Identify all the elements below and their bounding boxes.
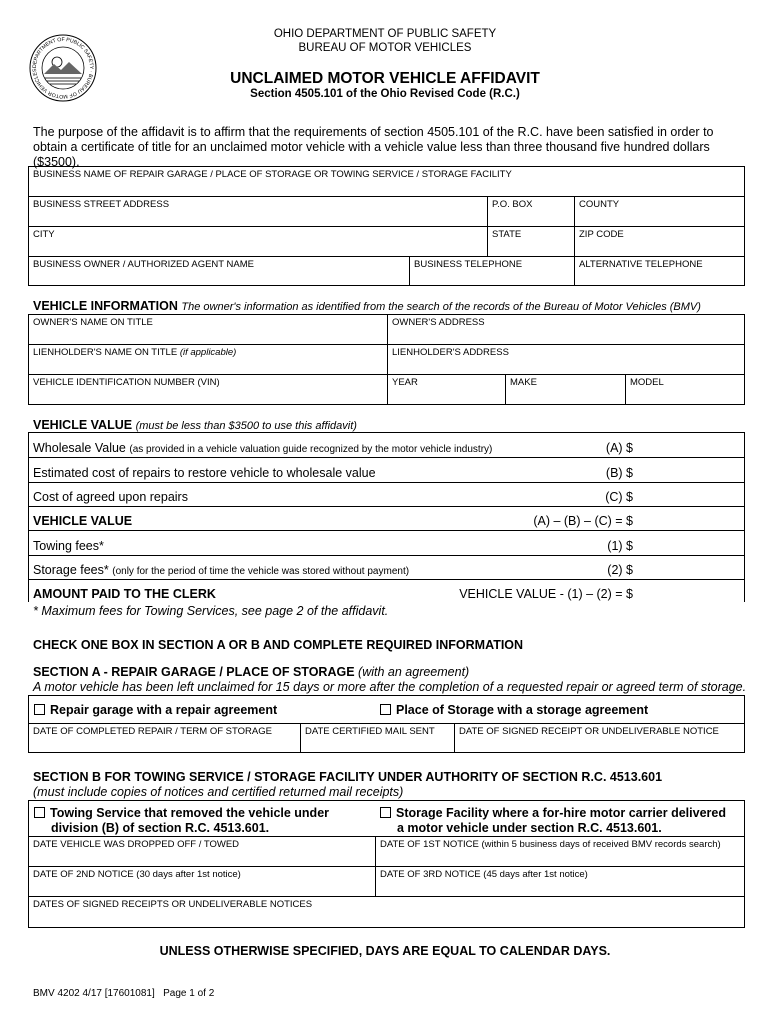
business-street-field[interactable]: BUSINESS STREET ADDRESS xyxy=(33,199,170,210)
state-field[interactable]: STATE xyxy=(487,227,574,256)
lienholder-address-field[interactable]: LIENHOLDER'S ADDRESS xyxy=(387,345,744,374)
city-field[interactable]: CITY xyxy=(33,229,55,240)
model-field[interactable]: MODEL xyxy=(625,375,744,405)
place-of-storage-checkbox[interactable] xyxy=(380,704,391,715)
po-box-field[interactable]: P.O. BOX xyxy=(487,197,574,226)
storage-fees-label: Storage fees* (only for the period of time the vehicle was stored without payment) xyxy=(33,563,410,577)
vehicle-value-heading: VEHICLE VALUE (must be less than $3500 to use this affidavit) xyxy=(33,418,357,432)
dropped-off-date-field[interactable]: DATE VEHICLE WAS DROPPED OFF / TOWED xyxy=(33,839,240,850)
wholesale-value-label: Wholesale Value (as provided in a vehicle valuation guide recognized by the motor vehicle industry) xyxy=(33,441,493,455)
signed-receipts-dates-field[interactable]: DATES OF SIGNED RECEIPTS OR UNDELIVERABLE NOTICES xyxy=(33,899,313,910)
form-subtitle: Section 4505.101 of the Ohio Revised Code (R.C.) xyxy=(250,88,520,100)
make-field[interactable]: MAKE xyxy=(505,375,625,405)
vehicle-value-label: VEHICLE VALUE xyxy=(33,514,133,528)
storage-facility-option[interactable]: Storage Facility where a for-hire motor carrier delivered a motor vehicle under section R.C. 4513.601. xyxy=(380,806,726,836)
storage-facility-checkbox[interactable] xyxy=(380,807,391,818)
towing-service-option[interactable]: Towing Service that removed the vehicle under division (B) of section R.C. 4513.601. xyxy=(34,806,329,836)
business-name-field[interactable]: BUSINESS NAME OF REPAIR GARAGE / PLACE OF STORAGE OR TOWING SERVICE / STORAGE FACILITY xyxy=(33,169,512,180)
towing-fees-label: Towing fees* xyxy=(33,539,104,553)
section-a-description: A motor vehicle has been left unclaimed for 15 days or more after the completion of a requested repair or agreed term of storage. xyxy=(33,680,747,694)
agreed-repairs-field[interactable]: (C) $ xyxy=(605,490,633,504)
owner-address-field[interactable]: OWNER'S ADDRESS xyxy=(387,315,744,344)
owner-agent-field[interactable]: BUSINESS OWNER / AUTHORIZED AGENT NAME xyxy=(33,259,254,270)
check-instruction: CHECK ONE BOX IN SECTION A OR B AND COMPLETE REQUIRED INFORMATION xyxy=(33,638,524,652)
certified-mail-date-field[interactable]: DATE CERTIFIED MAIL SENT xyxy=(300,724,454,753)
lienholder-name-field[interactable]: LIENHOLDER'S NAME ON TITLE (if applicable) xyxy=(33,347,237,358)
business-phone-field[interactable]: BUSINESS TELEPHONE xyxy=(409,257,574,286)
vehicle-value-field[interactable]: (A) – (B) – (C) = $ xyxy=(533,514,633,528)
estimated-repairs-field[interactable]: (B) $ xyxy=(605,466,633,480)
first-notice-date-field[interactable]: DATE OF 1ST NOTICE (within 5 business days of received BMV records search) xyxy=(375,837,744,866)
amount-paid-field[interactable]: VEHICLE VALUE - (1) – (2) = $ xyxy=(459,587,633,601)
towing-fees-field[interactable]: (1) $ xyxy=(607,539,633,553)
business-info-grid xyxy=(28,166,745,286)
repair-garage-option[interactable]: Repair garage with a repair agreement xyxy=(34,703,277,717)
third-notice-date-field[interactable]: DATE OF 3RD NOTICE (45 days after 1st notice) xyxy=(375,867,744,896)
vehicle-value-table xyxy=(28,432,745,602)
calendar-days-note: UNLESS OTHERWISE SPECIFIED, DAYS ARE EQUAL TO CALENDAR DAYS. xyxy=(159,944,611,958)
vehicle-info-grid xyxy=(28,314,745,405)
wholesale-value-field[interactable]: (A) $ xyxy=(605,441,633,455)
towing-service-checkbox[interactable] xyxy=(34,807,45,818)
section-b-grid xyxy=(28,800,745,928)
section-a-grid xyxy=(28,695,745,753)
signed-receipt-date-field[interactable]: DATE OF SIGNED RECEIPT OR UNDELIVERABLE NOTICE xyxy=(454,724,744,753)
owner-name-field[interactable]: OWNER'S NAME ON TITLE xyxy=(33,317,153,328)
county-field[interactable]: COUNTY xyxy=(574,197,744,226)
completed-repair-date-field[interactable]: DATE OF COMPLETED REPAIR / TERM OF STORAGE xyxy=(33,726,272,737)
section-b-note: (must include copies of notices and certified returned mail receipts) xyxy=(33,785,404,799)
zip-field[interactable]: ZIP CODE xyxy=(574,227,744,256)
form-title: UNCLAIMED MOTOR VEHICLE AFFIDAVIT xyxy=(230,70,540,87)
year-field[interactable]: YEAR xyxy=(387,375,505,405)
department-name: OHIO DEPARTMENT OF PUBLIC SAFETY xyxy=(273,28,497,40)
bureau-name: BUREAU OF MOTOR VEHICLES xyxy=(298,42,472,54)
alt-phone-field[interactable]: ALTERNATIVE TELEPHONE xyxy=(574,257,744,286)
vin-field[interactable]: VEHICLE IDENTIFICATION NUMBER (VIN) xyxy=(33,377,220,388)
storage-fees-field[interactable]: (2) $ xyxy=(607,563,633,577)
purpose-statement: The purpose of the affidavit is to affirm that the requirements of section 4505.101 of the R.C. have been satisfied in order to obtain a certificate of title for an unclaimed motor vehicle with a vehicle value less than three thousand five hundred dollars ($3500). xyxy=(33,125,714,169)
seal-text: DEPARTMENT OF PUBLIC SAFETY · BUREAU OF MOTOR VEHICLES xyxy=(31,36,95,100)
repair-garage-checkbox[interactable] xyxy=(34,704,45,715)
amount-paid-label: AMOUNT PAID TO THE CLERK xyxy=(33,587,216,601)
place-of-storage-option[interactable]: Place of Storage with a storage agreement xyxy=(380,703,648,717)
vehicle-info-heading: VEHICLE INFORMATION The owner's information as identified from the search of the records of the Bureau of Motor Vehicles (BMV) xyxy=(33,299,701,313)
second-notice-date-field[interactable]: DATE OF 2ND NOTICE (30 days after 1st notice) xyxy=(33,869,241,880)
agreed-repairs-label: Cost of agreed upon repairs xyxy=(33,490,188,504)
section-a-heading: SECTION A - REPAIR GARAGE / PLACE OF STORAGE (with an agreement) xyxy=(33,665,470,679)
estimated-repairs-label: Estimated cost of repairs to restore vehicle to wholesale value xyxy=(33,466,376,480)
form-footer: BMV 4202 4/17 [17601081] Page 1 of 2 xyxy=(33,988,215,999)
section-b-heading: SECTION B FOR TOWING SERVICE / STORAGE FACILITY UNDER AUTHORITY OF SECTION R.C. 4513.601 xyxy=(33,770,663,784)
towing-fee-footnote: * Maximum fees for Towing Services, see page 2 of the affidavit. xyxy=(33,604,389,618)
